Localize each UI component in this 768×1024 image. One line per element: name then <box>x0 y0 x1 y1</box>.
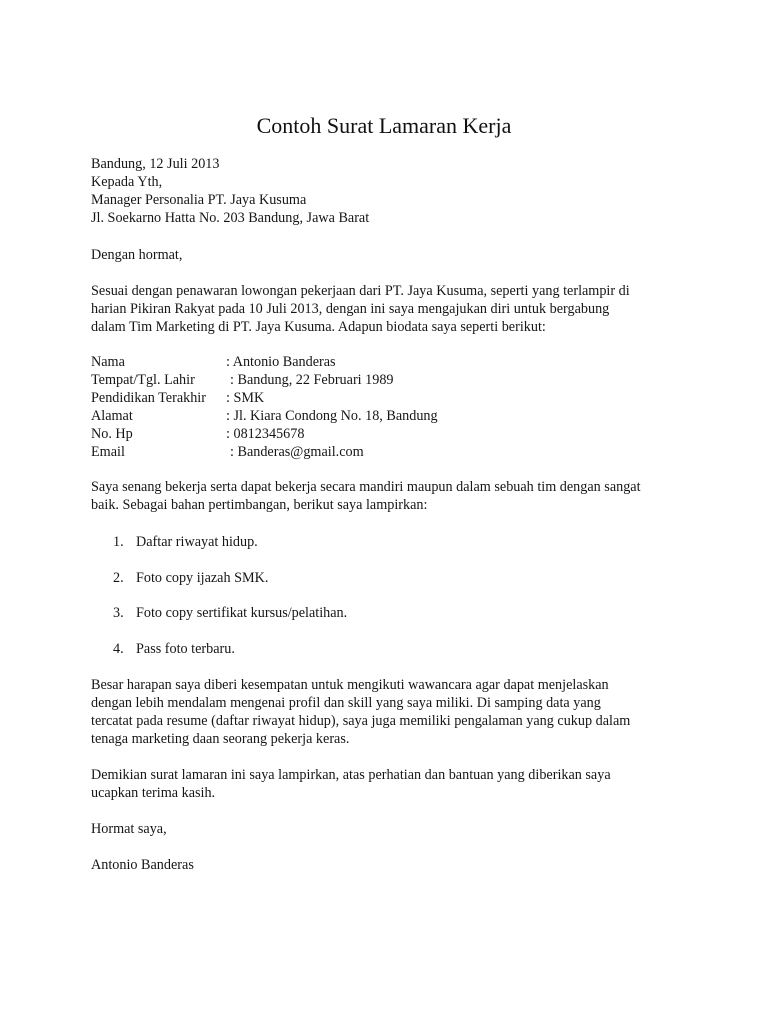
list-number: 3. <box>113 605 124 621</box>
biodata-label: Nama <box>91 354 125 370</box>
attachment-item <box>113 533 258 551</box>
list-text: Pass foto terbaru. <box>136 641 235 657</box>
list-text: Foto copy ijazah SMK. <box>136 570 269 586</box>
biodata-row <box>91 407 691 425</box>
recipient-address: Jl. Soekarno Hatta No. 203 Bandung, Jawa Barat <box>91 210 370 226</box>
biodata-label: No. Hp <box>91 426 133 442</box>
paragraph-line: ucapkan terima kasih. <box>91 785 216 801</box>
document-title: Contoh Surat Lamaran Kerja <box>256 113 512 138</box>
list-number: 1. <box>113 534 124 550</box>
biodata-value: : Banderas@gmail.com <box>230 444 364 460</box>
paragraph-line: Demikian surat lamaran ini saya lampirkan, atas perhatian dan bantuan yang diberikan saya <box>91 767 611 783</box>
paragraph-line: harian Pikiran Rakyat pada 10 Juli 2013, dengan ini saya mengajukan diri untuk bergabung <box>91 301 610 317</box>
paragraph-line: Saya senang bekerja serta dapat bekerja secara mandiri maupun dalam sebuah tim dengan sangat <box>91 479 641 495</box>
biodata-row <box>91 389 691 407</box>
biodata-value: : 0812345678 <box>226 426 305 442</box>
attachment-item <box>113 569 268 587</box>
biodata-label: Alamat <box>91 408 133 424</box>
biodata-row <box>91 425 691 443</box>
biodata-value: : Jl. Kiara Condong No. 18, Bandung <box>226 408 438 424</box>
biodata-row <box>91 443 691 461</box>
paragraph-line: baik. Sebagai bahan pertimbangan, berikut saya lampirkan: <box>91 497 428 513</box>
attachment-item <box>113 604 347 622</box>
address-block <box>91 155 691 227</box>
paragraph-line: dalam Tim Marketing di PT. Jaya Kusuma. Adapun biodata saya seperti berikut: <box>91 319 546 335</box>
paragraph-line: dengan lebih mendalam mengenai profil dan skill yang saya miliki. Di samping data yang <box>91 695 601 711</box>
hope-paragraph <box>91 676 691 748</box>
list-text: Daftar riwayat hidup. <box>136 534 258 550</box>
salutation: Dengan hormat, <box>91 247 183 263</box>
paragraph-line: Besar harapan saya diberi kesempatan untuk mengikuti wawancara agar dapat menjelaskan <box>91 677 609 693</box>
biodata-table <box>91 353 691 461</box>
biodata-row <box>91 371 691 389</box>
closing-paragraph <box>91 766 691 802</box>
recipient-name: Manager Personalia PT. Jaya Kusuma <box>91 192 307 208</box>
statement-paragraph <box>91 478 691 514</box>
biodata-label: Pendidikan Terakhir <box>91 390 206 406</box>
list-number: 2. <box>113 570 124 586</box>
paragraph-line: tenaga marketing daan seorang pekerja keras. <box>91 731 350 747</box>
biodata-label: Email <box>91 444 125 460</box>
paragraph-line: Sesuai dengan penawaran lowongan pekerjaan dari PT. Jaya Kusuma, seperti yang terlampir di <box>91 283 630 299</box>
sign-off: Hormat saya, <box>91 821 167 837</box>
biodata-value: : SMK <box>226 390 265 406</box>
date-line: Bandung, 12 Juli 2013 <box>91 156 220 172</box>
intro-paragraph <box>91 282 691 336</box>
list-number: 4. <box>113 641 124 657</box>
biodata-value: : Antonio Banderas <box>226 354 336 370</box>
attachment-item <box>113 640 235 658</box>
list-text: Foto copy sertifikat kursus/pelatihan. <box>136 605 348 621</box>
biodata-value: : Bandung, 22 Februari 1989 <box>230 372 394 388</box>
paragraph-line: tercatat pada resume (daftar riwayat hidup), saya juga memiliki pengalaman yang cukup dalam <box>91 713 631 729</box>
signature-name: Antonio Banderas <box>91 857 194 873</box>
biodata-row <box>91 353 691 371</box>
biodata-label: Tempat/Tgl. Lahir <box>91 372 195 388</box>
recipient-greeting: Kepada Yth, <box>91 174 163 190</box>
